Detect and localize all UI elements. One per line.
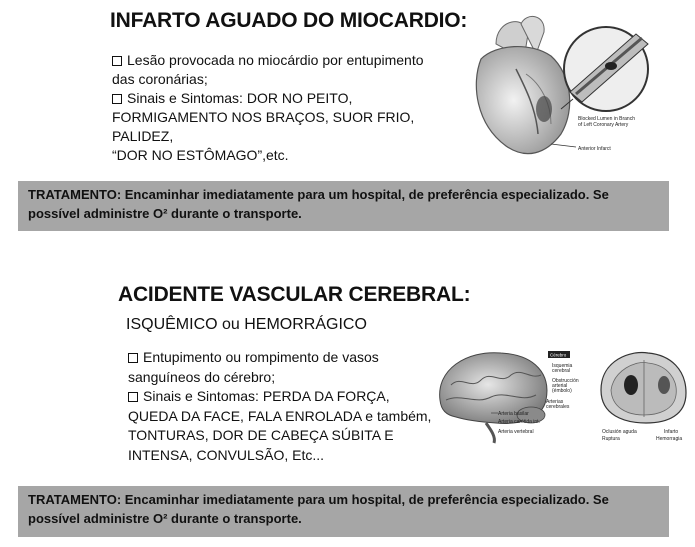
bullet-text: Sinais e Sintomas: DOR NO PEITO, xyxy=(127,90,353,106)
bullet-text: sanguíneos do cérebro; xyxy=(128,368,276,385)
stroke-text xyxy=(128,348,438,465)
figure-header: Cérebro xyxy=(550,352,567,358)
bullet-text: Lesão provocada no miocárdio por entupimento xyxy=(127,52,424,68)
bullet-text: “DOR NO ESTÔMAGO”,etc. xyxy=(112,147,289,163)
figure-label: Obstrucción xyxy=(552,378,579,384)
bullet-text: INTENSA, CONVULSÃO, Etc... xyxy=(128,446,325,463)
figure-label: Anterior Infarct xyxy=(578,146,611,152)
bullet-text: das coronárias; xyxy=(112,71,208,87)
figure-label: (émbolo) xyxy=(552,388,572,394)
figure-label: Hemorragia xyxy=(656,436,683,442)
figure-label: Oclusión aguda xyxy=(602,429,637,435)
treatment-box xyxy=(18,486,669,537)
brain-illustration xyxy=(436,345,691,445)
figure-label: cerebral xyxy=(552,368,571,374)
heart-illustration xyxy=(466,14,686,164)
checkbox-icon xyxy=(112,94,122,104)
bullet-text: TONTURAS, DOR DE CABEÇA SÚBITA E xyxy=(128,427,394,443)
bullet-text: QUEDA DA FACE, FALA ENROLADA e também, xyxy=(128,407,432,424)
figure-label: Infarto xyxy=(664,429,679,435)
checkbox-icon xyxy=(128,392,138,402)
stroke-subtitle: ISQUÊMICO ou HEMORRÁGICO xyxy=(126,316,367,333)
figure-label: arterial xyxy=(552,383,568,389)
figure-label: Arteria carótida int. xyxy=(498,419,540,425)
figure-label: of Left Coronary Artery xyxy=(578,122,629,128)
figure-label: Ruptura xyxy=(602,436,620,442)
bullet-text: Sinais e Sintomas: PERDA DA FORÇA, xyxy=(143,388,390,404)
treatment-text: possível administre O² durante o transporte. xyxy=(28,511,302,526)
heart-attack-title: INFARTO AGUADO DO MIOCARDIO: xyxy=(110,9,468,32)
figure-label: Isquemia xyxy=(552,363,573,369)
treatment-box xyxy=(18,181,669,231)
figure-label: Blocked Lumen in Branch xyxy=(578,116,635,122)
checkbox-icon xyxy=(128,353,138,363)
stroke-title: ACIDENTE VASCULAR CEREBRAL: xyxy=(118,283,471,306)
figure-label: Arterias xyxy=(546,399,564,405)
figure-label: cerebrales xyxy=(546,404,570,410)
checkbox-icon xyxy=(112,56,122,66)
bullet-text: FORMIGAMENTO NOS BRAÇOS, SUOR FRIO, PALIDEZ, xyxy=(112,109,415,144)
figure-label: Arteria basilar xyxy=(498,411,529,417)
bullet-text: Entupimento ou rompimento de vasos xyxy=(143,349,379,365)
heart-attack-text xyxy=(112,51,472,165)
figure-label: Arteria vertebral xyxy=(498,429,534,435)
treatment-text: TRATAMENTO: Encaminhar imediatamente para um hospital, de preferência especializado. Se xyxy=(28,187,609,202)
treatment-text: possível administre O² durante o transporte. xyxy=(28,206,302,221)
treatment-text: TRATAMENTO: Encaminhar imediatamente para um hospital, de preferência especializado. Se xyxy=(28,492,609,507)
